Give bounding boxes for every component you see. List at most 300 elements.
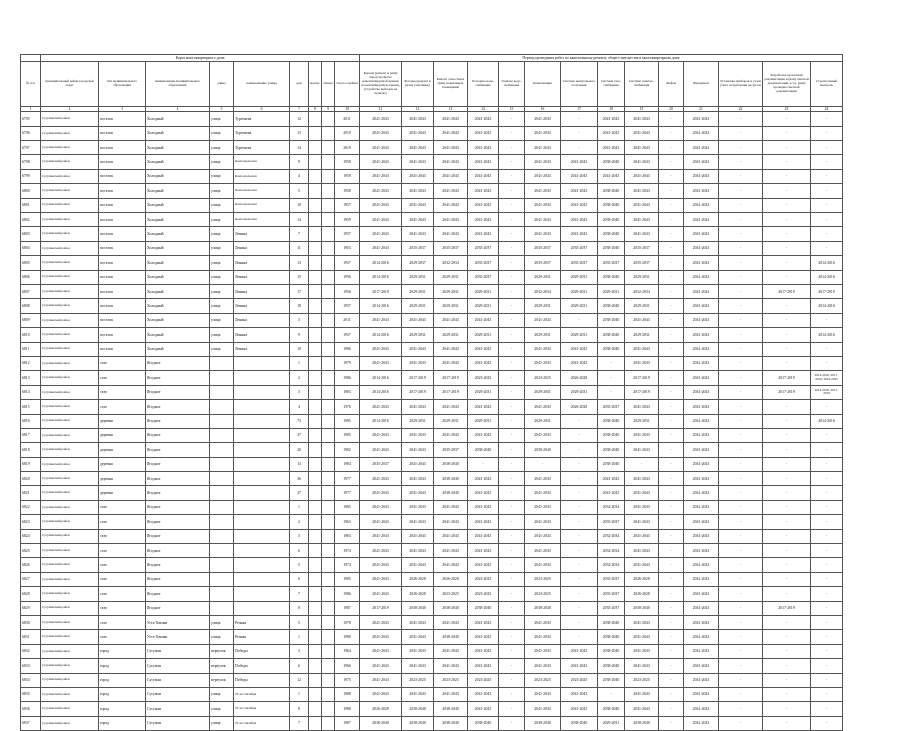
table-cell: 2038-2040	[402, 601, 434, 615]
table-cell	[309, 241, 322, 255]
table-cell	[234, 500, 290, 514]
table-cell: -	[763, 615, 811, 629]
table-cell: -	[659, 443, 684, 457]
table-cell: 2041-2043	[468, 644, 499, 658]
table-cell: село	[99, 544, 146, 558]
table-row	[21, 572, 843, 586]
table-cell: Ленина	[234, 299, 290, 313]
table-cell: Холодный	[146, 328, 210, 342]
table-cell: улица	[210, 227, 234, 241]
table-cell: 2026-2028	[434, 572, 468, 586]
table-cell: 2041-2043	[360, 544, 402, 558]
table-cell: -	[719, 457, 763, 471]
table-cell: -	[763, 198, 811, 212]
table-cell: 2041-2043	[684, 716, 719, 730]
table-cell: 2038-2040	[625, 601, 659, 615]
table-cell: 2041-2043	[684, 213, 719, 227]
table-cell: 2041-2043	[684, 529, 719, 543]
table-cell: -	[659, 169, 684, 183]
table-cell: Сусуман	[146, 716, 210, 730]
table-cell: Ягодное	[146, 400, 210, 414]
table-cell: -	[811, 112, 843, 126]
table-cell: -	[719, 126, 763, 140]
table-cell: 2041-2043	[402, 644, 434, 658]
table-cell: 6809	[21, 313, 41, 327]
table-cell: -	[659, 544, 684, 558]
table-cell: 2014-2016	[360, 270, 402, 284]
table-cell: 2041-2043	[684, 112, 719, 126]
table-cell: 2041-2043	[625, 659, 659, 673]
table-cell: 2041-2043	[684, 457, 719, 471]
table-cell	[322, 414, 335, 428]
table-cell	[309, 385, 322, 399]
table-cell: 2041-2043	[360, 428, 402, 442]
table-row	[21, 644, 843, 658]
table-cell: 1979	[335, 356, 360, 370]
table-cell: -	[561, 572, 598, 586]
table-cell	[322, 673, 335, 687]
table-cell: 2041-2043	[525, 213, 561, 227]
table-cell: поселок	[99, 241, 146, 255]
table-cell: 6833	[21, 659, 41, 673]
table-cell: Сусуманский район	[41, 515, 99, 529]
table-cell: 1966	[335, 659, 360, 673]
table-cell: Ленина	[234, 313, 290, 327]
table-cell: 73	[290, 414, 309, 428]
table-cell: 2038-2040	[468, 443, 499, 457]
column-header: наименование улицы	[234, 62, 290, 107]
table-row	[21, 414, 843, 428]
table-cell: -	[719, 716, 763, 730]
table-row	[21, 443, 843, 457]
table-cell: 2035-2037	[402, 241, 434, 255]
table-cell: -	[763, 515, 811, 529]
table-cell: 1956	[335, 270, 360, 284]
table-cell: 6822	[21, 500, 41, 514]
table-cell	[322, 572, 335, 586]
table-cell: -	[525, 457, 561, 471]
table-cell: деревня	[99, 457, 146, 471]
table-cell	[309, 558, 322, 572]
table-cell	[309, 544, 322, 558]
table-cell: Ягодное	[146, 500, 210, 514]
column-header: Канализация	[525, 62, 561, 107]
table-cell: 2038-2040	[598, 313, 625, 327]
table-cell	[309, 500, 322, 514]
table-cell: 2041-2043	[625, 169, 659, 183]
table-cell: поселок	[99, 213, 146, 227]
table-cell: 2041-2043	[525, 615, 561, 629]
table-cell: 2038-2040	[598, 443, 625, 457]
table-cell: 6810	[21, 328, 41, 342]
table-cell: -	[763, 687, 811, 701]
table-cell: 2035-2037	[525, 256, 561, 270]
table-cell: -	[719, 184, 763, 198]
table-cell: Сусуманский район	[41, 385, 99, 399]
table-cell	[309, 141, 322, 155]
table-cell: 2041-2043	[434, 428, 468, 442]
table-row	[21, 400, 843, 414]
table-cell: 2041-2043	[525, 486, 561, 500]
table-cell: -	[811, 486, 843, 500]
table-cell: улица	[210, 213, 234, 227]
table-cell: 1975	[335, 673, 360, 687]
table-cell: улица	[210, 141, 234, 155]
table-cell: -	[811, 702, 843, 716]
table-cell: 2014-2016	[360, 299, 402, 313]
table-cell: -	[659, 270, 684, 284]
table-cell: поселок	[99, 169, 146, 183]
table-cell	[322, 544, 335, 558]
table-cell: 15	[290, 270, 309, 284]
table-cell	[234, 385, 290, 399]
table-cell: 2041-2043	[561, 659, 598, 673]
table-cell: Сусуманский район	[41, 529, 99, 543]
table-cell: 37	[290, 428, 309, 442]
table-cell: 2041-2043	[360, 400, 402, 414]
table-cell	[210, 515, 234, 529]
table-cell	[210, 500, 234, 514]
column-header: дом	[290, 62, 309, 107]
table-cell: -	[763, 558, 811, 572]
table-row	[21, 500, 843, 514]
table-cell: -	[499, 443, 525, 457]
column-number: 12	[402, 107, 434, 112]
table-cell: Ягодное	[146, 414, 210, 428]
table-cell: 1988	[335, 687, 360, 701]
table-cell: Сусуманский район	[41, 615, 99, 629]
table-cell	[309, 284, 322, 298]
table-cell: -	[659, 486, 684, 500]
table-cell: 6823	[21, 515, 41, 529]
table-cell: 2041-2043	[684, 227, 719, 241]
table-cell: 7	[290, 716, 309, 730]
table-cell: -	[719, 299, 763, 313]
table-cell: 2041-2043	[625, 428, 659, 442]
table-cell: 2032-2034	[598, 529, 625, 543]
table-cell: -	[763, 256, 811, 270]
table-cell: улица	[210, 256, 234, 270]
table-cell: 6798	[21, 155, 41, 169]
table-cell: -	[499, 529, 525, 543]
table-cell: 8	[290, 601, 309, 615]
table-cell: 2038-2040	[598, 328, 625, 342]
table-cell: 2041-2043	[434, 227, 468, 241]
table-cell: -	[561, 558, 598, 572]
table-cell	[210, 356, 234, 370]
table-cell	[309, 227, 322, 241]
table-cell: -	[763, 659, 811, 673]
table-cell: поселок	[99, 126, 146, 140]
table-cell: 2038-2040	[598, 644, 625, 658]
table-cell: 2038-2040	[598, 270, 625, 284]
table-cell: 2029-2031	[402, 270, 434, 284]
table-cell: 6834	[21, 673, 41, 687]
table-cell: 1	[290, 356, 309, 370]
table-cell: Комсомольская	[234, 184, 290, 198]
table-cell: деревня	[99, 443, 146, 457]
table-cell: 2041-2043	[684, 601, 719, 615]
table-cell: 1957	[335, 328, 360, 342]
table-cell: 2023-2025	[561, 673, 598, 687]
table-cell: Победы	[234, 644, 290, 658]
table-cell: 2026-2028	[561, 371, 598, 385]
table-cell: 1959	[335, 169, 360, 183]
table-row	[21, 213, 843, 227]
table-cell: 2017-2019	[434, 385, 468, 399]
table-cell: 2041-2043	[468, 342, 499, 356]
table-cell: Сусуманский район	[41, 270, 99, 284]
table-cell: -	[811, 169, 843, 183]
table-cell: улица	[210, 328, 234, 342]
table-cell: -	[659, 644, 684, 658]
table-cell: 70 лет Октября	[234, 687, 290, 701]
table-cell: -	[811, 529, 843, 543]
table-cell: -	[763, 529, 811, 543]
table-cell	[210, 443, 234, 457]
table-row	[21, 256, 843, 270]
table-cell: Ленина	[234, 227, 290, 241]
table-cell: -	[499, 356, 525, 370]
table-row	[21, 486, 843, 500]
table-cell: -	[659, 356, 684, 370]
table-cell: -	[811, 659, 843, 673]
table-cell: 2041-2043	[684, 270, 719, 284]
table-cell: -	[811, 500, 843, 514]
table-cell: 14	[290, 213, 309, 227]
table-cell: 2041-2043	[561, 184, 598, 198]
table-cell: -	[659, 414, 684, 428]
table-cell: 2041-2043	[625, 687, 659, 701]
table-cell: 1986	[335, 342, 360, 356]
table-cell: Победы	[234, 673, 290, 687]
table-cell: село	[99, 615, 146, 629]
table-cell: 6814	[21, 385, 41, 399]
table-cell: 6812	[21, 356, 41, 370]
table-cell: 2041-2043	[434, 644, 468, 658]
table-cell: 2041-2043	[684, 342, 719, 356]
table-cell: Ягодное	[146, 486, 210, 500]
table-cell: -	[499, 687, 525, 701]
column-number: 21	[684, 107, 719, 112]
table-cell: -	[499, 716, 525, 730]
table-cell: 2041-2043	[468, 615, 499, 629]
table-cell: 2041-2043	[598, 141, 625, 155]
table-cell	[322, 486, 335, 500]
table-cell	[322, 299, 335, 313]
table-cell	[234, 486, 290, 500]
table-cell: 7	[290, 587, 309, 601]
table-cell: 2041-2043	[625, 500, 659, 514]
table-cell: 2041-2043	[402, 529, 434, 543]
table-cell	[309, 198, 322, 212]
table-cell: 2041-2043	[525, 500, 561, 514]
table-cell: -	[659, 256, 684, 270]
table-cell: 3	[290, 313, 309, 327]
table-cell	[322, 169, 335, 183]
table-cell: 2041-2043	[402, 155, 434, 169]
table-cell: 1974	[335, 558, 360, 572]
table-cell: 2038-2040	[434, 630, 468, 644]
table-cell: 2014-2016	[811, 414, 843, 428]
table-cell: 2041-2043	[561, 687, 598, 701]
table-cell: 2041-2043	[434, 515, 468, 529]
table-cell: 2035-2037	[468, 256, 499, 270]
table-cell: 2041-2043	[625, 112, 659, 126]
table-row	[21, 141, 843, 155]
table-cell: 2	[290, 515, 309, 529]
column-number: 15	[499, 107, 525, 112]
table-cell: город	[99, 659, 146, 673]
table-cell: 2041-2043	[468, 169, 499, 183]
table-cell: поселок	[99, 284, 146, 298]
table-cell: -	[499, 299, 525, 313]
table-cell: 2041-2043	[684, 400, 719, 414]
table-cell: 1	[290, 500, 309, 514]
table-cell: 2041-2043	[360, 241, 402, 255]
table-cell: 2041-2043	[598, 169, 625, 183]
table-cell: 2041-2043	[684, 428, 719, 442]
table-cell: 2041-2043	[598, 126, 625, 140]
table-cell: 2038-2040	[598, 414, 625, 428]
table-cell: 6799	[21, 169, 41, 183]
table-cell: 2035-2037	[598, 400, 625, 414]
table-cell: город	[99, 716, 146, 730]
table-cell: Сусуманский район	[41, 544, 99, 558]
table-cell: -	[561, 472, 598, 486]
table-cell: 2035-2037	[598, 587, 625, 601]
table-cell: 1986	[335, 587, 360, 601]
table-cell: 3	[290, 644, 309, 658]
table-cell: 2041-2043	[402, 227, 434, 241]
planned-period-group-header: Период проведения работ по капитальному ремонту общего имущества в многоквартирном доме	[360, 55, 843, 62]
table-cell: -	[811, 155, 843, 169]
table-cell: 6795	[21, 112, 41, 126]
table-cell: -	[811, 457, 843, 471]
table-cell: -	[499, 213, 525, 227]
table-cell: 2041-2043	[434, 659, 468, 673]
table-cell: 6804	[21, 241, 41, 255]
table-cell: 2041-2043	[402, 544, 434, 558]
table-cell	[322, 385, 335, 399]
table-cell: -	[659, 184, 684, 198]
table-cell: деревня	[99, 428, 146, 442]
table-cell: 2041-2043	[625, 515, 659, 529]
table-cell: Ленина	[234, 284, 290, 298]
table-cell: -	[499, 457, 525, 471]
table-cell	[234, 443, 290, 457]
table-cell: -	[499, 371, 525, 385]
table-cell: 2023-2025	[434, 587, 468, 601]
table-body	[21, 112, 843, 731]
table-cell: 2017-2019	[763, 284, 811, 298]
table-cell: 6819	[21, 457, 41, 471]
table-row	[21, 529, 843, 543]
table-cell	[309, 169, 322, 183]
table-cell: Сусуманский район	[41, 443, 99, 457]
table-cell: 6831	[21, 630, 41, 644]
table-cell: 2017-2019	[763, 601, 811, 615]
table-cell: -	[659, 400, 684, 414]
table-cell: 2041-2043	[684, 184, 719, 198]
table-cell: 2041-2043	[625, 141, 659, 155]
table-cell: 2035-2037	[434, 443, 468, 457]
table-cell: улица	[210, 184, 234, 198]
table-cell: Тургенева	[234, 141, 290, 155]
table-cell: -	[659, 313, 684, 327]
table-cell: 2041-2043	[561, 702, 598, 716]
table-cell: 2035-2037	[561, 241, 598, 255]
table-cell: -	[499, 702, 525, 716]
table-cell: 6817	[21, 428, 41, 442]
table-cell: 2038-2040	[598, 615, 625, 629]
table-cell: 2029-2031	[434, 414, 468, 428]
table-cell: 2041-2043	[360, 587, 402, 601]
table-cell: 3	[290, 529, 309, 543]
table-cell: -	[561, 126, 598, 140]
table-cell: -	[499, 126, 525, 140]
table-cell: Ленина	[234, 270, 290, 284]
table-cell: -	[811, 615, 843, 629]
table-cell: 2041-2043	[684, 687, 719, 701]
table-cell: 2041-2043	[684, 630, 719, 644]
table-cell: 2023-2025	[468, 371, 499, 385]
table-cell: 2041-2043	[625, 702, 659, 716]
table-cell: -	[561, 486, 598, 500]
column-header: Фасады (ремонт и (или) утепление)	[402, 62, 434, 107]
table-cell: 2017-2019	[402, 385, 434, 399]
table-cell: 6	[290, 544, 309, 558]
table-cell: -	[719, 601, 763, 615]
table-cell: Ягодное	[146, 457, 210, 471]
table-cell: 10	[290, 198, 309, 212]
table-cell: 2032-2034	[598, 500, 625, 514]
table-cell	[309, 572, 322, 586]
column-header: Установка приборов и узлов учета потребления ресурсов	[719, 62, 763, 107]
table-cell: 2041-2043	[684, 126, 719, 140]
table-row	[21, 385, 843, 399]
table-cell: поселок	[99, 155, 146, 169]
table-cell: -	[499, 428, 525, 442]
table-cell: Тургенева	[234, 112, 290, 126]
table-cell: Комсомольская	[234, 198, 290, 212]
table-cell: улица	[210, 112, 234, 126]
table-cell: 2041-2043	[468, 702, 499, 716]
table-cell: 2041-2043	[402, 486, 434, 500]
table-cell: 2041-2043	[684, 486, 719, 500]
table-cell: Сусуманский район	[41, 198, 99, 212]
table-cell: 2041-2043	[468, 472, 499, 486]
table-cell: 2041-2043	[525, 227, 561, 241]
table-cell	[322, 112, 335, 126]
table-cell: Сусуманский район	[41, 601, 99, 615]
table-cell: 2041-2043	[684, 284, 719, 298]
table-cell: 2041-2043	[561, 155, 598, 169]
table-row	[21, 702, 843, 716]
table-cell: 6806	[21, 270, 41, 284]
table-cell: -	[659, 659, 684, 673]
table-cell: -	[763, 241, 811, 255]
table-cell: 2041-2043	[525, 644, 561, 658]
table-cell: 2041-2043	[525, 184, 561, 198]
table-cell: -	[659, 155, 684, 169]
table-cell: 2041-2043	[360, 126, 402, 140]
table-cell: 2041-2043	[598, 486, 625, 500]
table-cell: 2038-2040	[434, 457, 468, 471]
table-cell: 2041-2043	[468, 659, 499, 673]
table-cell: 2017-2019	[811, 284, 843, 298]
table-cell: улица	[210, 241, 234, 255]
